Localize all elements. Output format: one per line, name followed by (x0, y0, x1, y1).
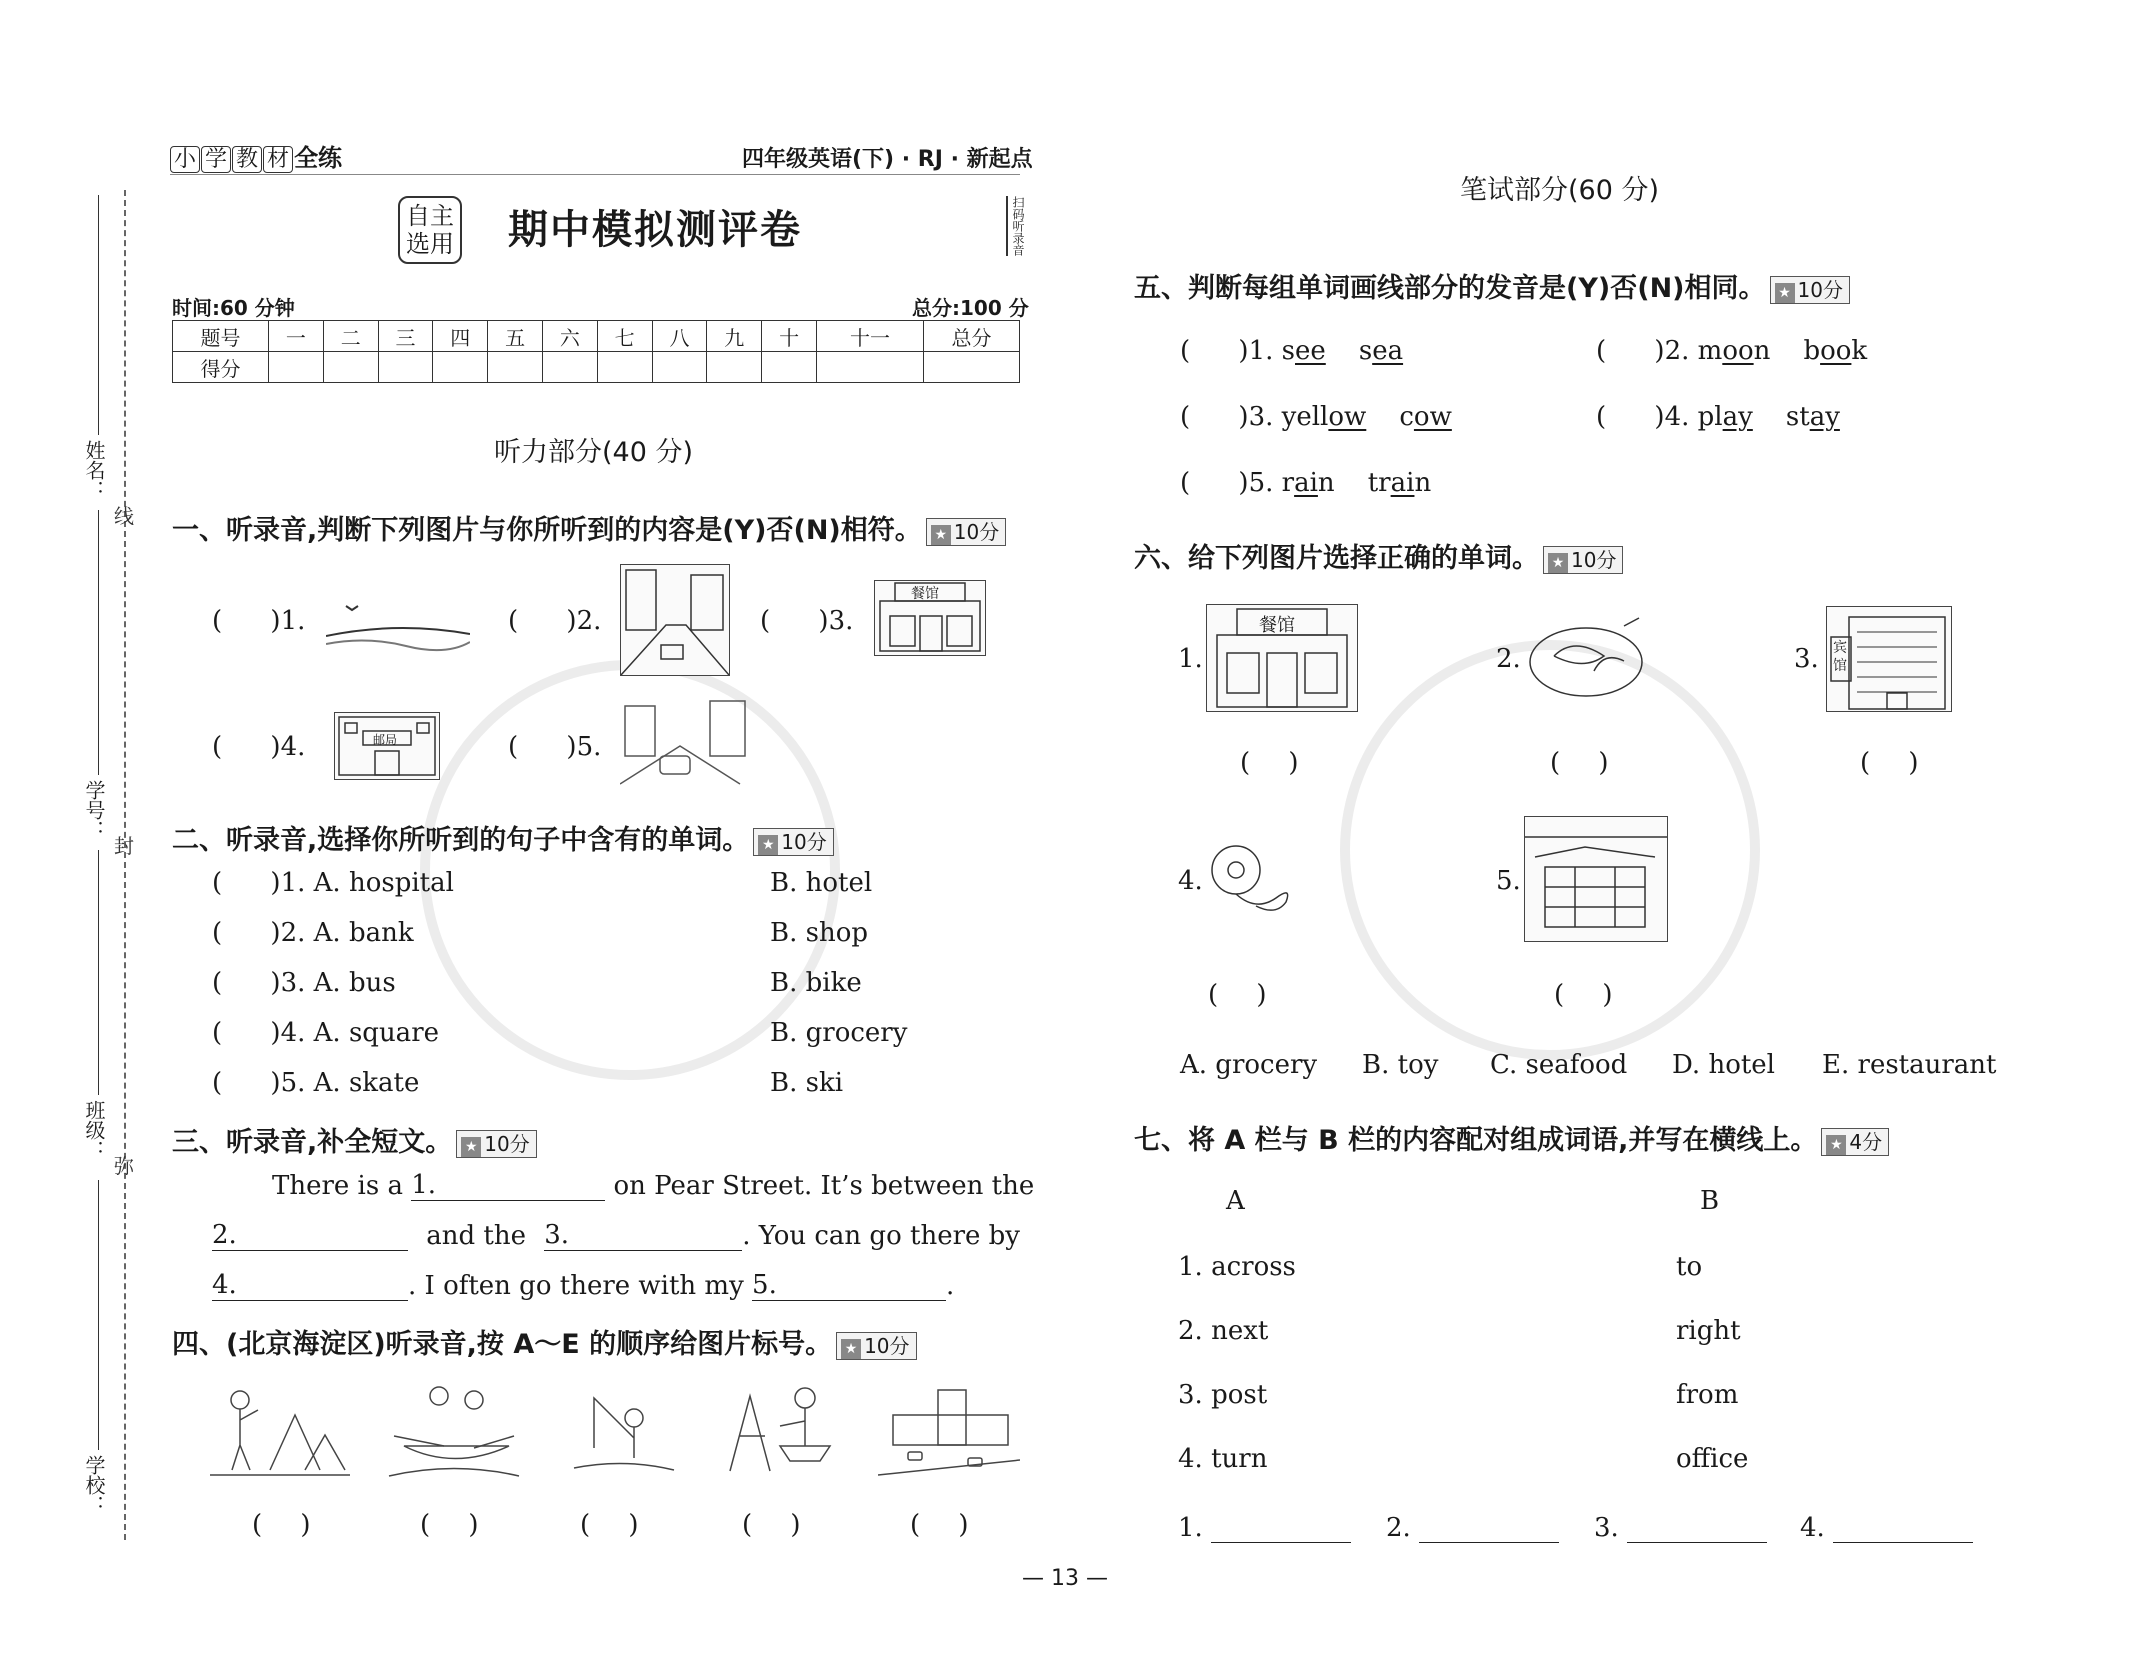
s4-answer-1[interactable]: ( ) (252, 1510, 311, 1540)
s1-restaurant-sign: 餐馆 (911, 586, 939, 602)
s4-answer-3[interactable]: ( ) (580, 1510, 639, 1540)
score-table-score-row: 得分 (173, 352, 1020, 383)
s2-item-1[interactable]: ( )1. A. hospital (212, 868, 454, 898)
s4-picture-boat (384, 1376, 524, 1480)
s2-item-4-option-b: B. grocery (770, 1018, 908, 1048)
s6-num-5: 5. (1496, 866, 1521, 896)
s6-answer-2[interactable]: ( ) (1550, 748, 1609, 778)
s5-item-5[interactable]: ( )5. rain train (1180, 468, 1432, 498)
s7-b-item-4: office (1676, 1444, 1749, 1474)
score-table (172, 320, 1020, 383)
section-5-title: 五、判断每组单词画线部分的发音是(Y)否(N)相同。 ★ 10分 (1134, 266, 1850, 305)
binding-line-class (98, 850, 99, 1095)
s7-a-item-3: 3. post (1178, 1380, 1268, 1410)
s6-num-2: 2. (1496, 644, 1521, 674)
s7-answer-2[interactable]: 2. (1386, 1512, 1559, 1543)
section-1-title: 一、听录音,判断下列图片与你所听到的内容是(Y)否(N)相符。 ★ 10分 (172, 508, 1006, 547)
s4-picture-supermarket (878, 1380, 1020, 1480)
s2-item-1-option-b: B. hotel (770, 868, 873, 898)
time-label: 时间:60 分钟 (172, 296, 295, 320)
section-2-title: 二、听录音,选择你所听到的句子中含有的单词。 ★ 10分 (172, 818, 834, 857)
s6-option-a: A. grocery (1180, 1050, 1318, 1080)
s5-item-3[interactable]: ( )3. yellow cow (1180, 402, 1452, 432)
s1-item-2[interactable]: ( )2. (508, 606, 602, 636)
s4-picture-painting (720, 1376, 840, 1480)
s7-answer-4[interactable]: 4. (1800, 1512, 1973, 1543)
s2-item-2-option-b: B. shop (770, 918, 869, 948)
binding-line-name (98, 195, 99, 435)
binding-dashed-line (124, 190, 126, 1540)
name-label: 姓名： (82, 440, 106, 500)
s7-a-item-2: 2. next (1178, 1316, 1269, 1346)
section-6-points: ★ 10分 (1543, 546, 1623, 574)
s3-blank-4[interactable]: 4. (212, 1270, 408, 1301)
star-icon: ★ (931, 525, 951, 545)
s3-line-1: There is a 1. on Pear Street. It’s between the (272, 1170, 1035, 1201)
s4-answer-4[interactable]: ( ) (742, 1510, 801, 1540)
s1-item-3[interactable]: ( )3. (760, 606, 854, 636)
section-2-points: ★ 10分 (753, 828, 833, 856)
s7-column-a-header: A (1226, 1186, 1245, 1216)
s1-item-5[interactable]: ( )5. (508, 732, 602, 762)
s1-item-1[interactable]: ( )1. (212, 606, 306, 636)
header-rule (170, 174, 1020, 175)
s3-blank-3[interactable]: 3. (544, 1220, 742, 1251)
s2-item-5-option-b: B. ski (770, 1068, 844, 1098)
s7-answer-4-line[interactable] (1833, 1512, 1973, 1543)
s1-picture-post-office (334, 712, 440, 780)
s7-answer-1-line[interactable] (1211, 1512, 1351, 1543)
star-icon: ★ (1548, 553, 1568, 573)
s5-item-4[interactable]: ( )4. play stay (1596, 402, 1840, 432)
student-id-label: 学号： (82, 780, 106, 840)
s6-answer-3[interactable]: ( ) (1860, 748, 1919, 778)
exam-title: 期中模拟测评卷 (508, 207, 802, 253)
section-4-title: 四、(北京海淀区)听录音,按 A～E 的顺序给图片标号。 ★ 10分 (172, 1322, 917, 1361)
s3-line-2: 2. and the 3. . You can go there by (212, 1220, 1020, 1251)
star-icon: ★ (1826, 1135, 1846, 1155)
s1-picture-street (620, 564, 730, 676)
brand-logo: 小 学 教 材 全练 (170, 138, 342, 173)
star-icon: ★ (841, 1339, 861, 1359)
s5-item-1[interactable]: ( )1. see sea (1180, 336, 1404, 366)
s7-a-item-4: 4. turn (1178, 1444, 1268, 1474)
s6-picture-hotel (1826, 606, 1952, 712)
s6-restaurant-sign: 餐馆 (1259, 615, 1295, 636)
scan-qr-note[interactable]: 扫码听录音 (1006, 196, 1027, 256)
s2-item-2[interactable]: ( )2. A. bank (212, 918, 414, 948)
s3-blank-5[interactable]: 5. (752, 1270, 946, 1301)
section-3-points: ★ 10分 (456, 1130, 536, 1158)
binding-line-school (98, 1180, 99, 1450)
s6-picture-grocery (1524, 816, 1668, 942)
s6-num-1: 1. (1178, 644, 1203, 674)
listening-part-title: 听力部分(40 分) (494, 437, 694, 468)
s6-option-e: E. restaurant (1822, 1050, 1997, 1080)
total-score-label: 总分:100 分 (912, 296, 1029, 320)
s3-blank-1[interactable]: 1. (411, 1170, 605, 1201)
s4-answer-5[interactable]: ( ) (910, 1510, 969, 1540)
s1-item-4[interactable]: ( )4. (212, 732, 306, 762)
s6-picture-yoyo (1206, 836, 1296, 916)
page-number: — 13 — (1022, 1566, 1108, 1591)
binding-line-student-id (98, 510, 99, 775)
s4-picture-girl-mountains (210, 1380, 350, 1480)
s5-item-2[interactable]: ( )2. moon book (1596, 336, 1868, 366)
section-5-points: ★ 10分 (1770, 276, 1850, 304)
binding-char-mi: 弥 (114, 1154, 134, 1178)
binding-char-line: 线 (114, 504, 134, 528)
s6-option-b: B. toy (1362, 1050, 1439, 1080)
section-4-points: ★ 10分 (836, 1332, 916, 1360)
s2-item-5[interactable]: ( )5. A. skate (212, 1068, 420, 1098)
star-icon: ★ (1775, 283, 1795, 303)
s7-b-item-1: to (1676, 1252, 1703, 1282)
s3-line-3: 4. . I often go there with my 5. . (212, 1270, 955, 1301)
section-7-points: ★ 4分 (1821, 1128, 1889, 1156)
s6-answer-5[interactable]: ( ) (1554, 980, 1613, 1010)
s7-answer-1[interactable]: 1. (1178, 1512, 1351, 1543)
s6-hotel-sign: 宾馆 (1833, 640, 1847, 674)
s7-b-item-3: from (1676, 1380, 1739, 1410)
s6-answer-4[interactable]: ( ) (1208, 980, 1267, 1010)
star-icon: ★ (461, 1137, 481, 1157)
s6-num-3: 3. (1794, 644, 1819, 674)
s2-item-3-option-b: B. bike (770, 968, 862, 998)
s6-option-d: D. hotel (1672, 1050, 1775, 1080)
s2-item-4[interactable]: ( )4. A. square (212, 1018, 440, 1048)
section-7-title: 七、将 A 栏与 B 栏的内容配对组成词语,并写在横线上。 ★ 4分 (1134, 1118, 1889, 1157)
s7-answer-3[interactable]: 3. (1594, 1512, 1767, 1543)
s6-picture-seafood (1524, 616, 1648, 700)
s7-column-b-header: B (1700, 1186, 1720, 1216)
s4-picture-fishing (564, 1378, 684, 1482)
written-part-title: 笔试部分(60 分) (1460, 175, 1660, 206)
s1-picture-restaurant (874, 580, 986, 656)
s6-picture-restaurant (1206, 604, 1358, 712)
s6-option-c: C. seafood (1490, 1050, 1628, 1080)
s1-picture-traffic (620, 696, 750, 786)
star-icon: ★ (758, 835, 778, 855)
s3-blank-2[interactable]: 2. (212, 1220, 408, 1251)
s6-num-4: 4. (1178, 866, 1203, 896)
s2-item-3[interactable]: ( )3. A. bus (212, 968, 396, 998)
s6-answer-1[interactable]: ( ) (1240, 748, 1299, 778)
section-6-title: 六、给下列图片选择正确的单词。 ★ 10分 (1134, 536, 1623, 575)
s7-b-item-2: right (1676, 1316, 1741, 1346)
s7-answer-2-line[interactable] (1419, 1512, 1559, 1543)
section-1-points: ★ 10分 (926, 518, 1006, 546)
score-table-header-row: 题号 一 二 三 四 五 六 七 八 九 十 十一 总分 (173, 321, 1020, 352)
s7-a-item-1: 1. across (1178, 1252, 1296, 1282)
s1-post-office-sign: 邮局 (373, 733, 398, 747)
self-select-badge: 自主 选用 (398, 196, 462, 264)
s1-picture-beach (326, 596, 470, 662)
s7-answer-3-line[interactable] (1627, 1512, 1767, 1543)
binding-char-seal: 封 (114, 834, 134, 858)
s4-answer-2[interactable]: ( ) (420, 1510, 479, 1540)
school-label: 学校： (82, 1455, 106, 1515)
class-label: 班级： (82, 1100, 106, 1160)
grade-info: 四年级英语(下) · RJ · 新起点 (742, 147, 1033, 172)
section-3-title: 三、听录音,补全短文。 ★ 10分 (172, 1120, 537, 1159)
